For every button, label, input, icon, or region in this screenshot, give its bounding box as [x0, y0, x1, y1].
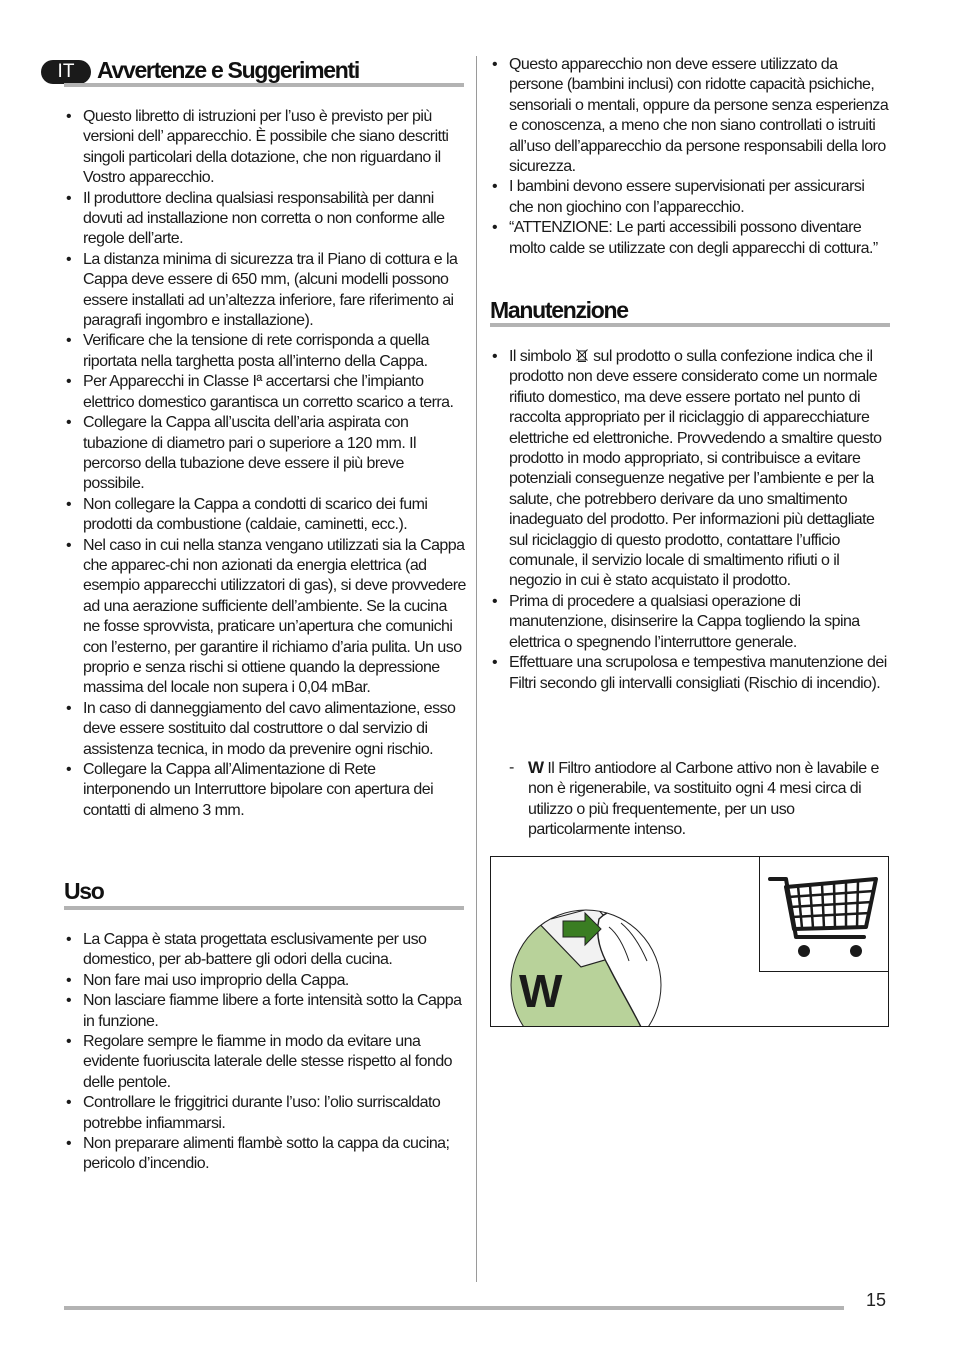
list-item: • Non lasciare fiamme libere a forte intensità sotto la Cappa in funzione.: [64, 991, 466, 1032]
heading-rule: [490, 323, 890, 327]
list-item: • Effettuare una scrupolosa e tempestiva manutenzione dei Filtri secondo gli intervalli consigliati (Rischio di incendio).: [490, 653, 892, 694]
heading-rule: [64, 906, 464, 910]
list-item: • Controllare le friggitrici durante l’uso: l’olio surriscaldato potrebbe infiammarsi.: [64, 1093, 466, 1134]
list-item: • Non preparare alimenti flambè sotto la cappa da cucina; pericolo d’incendio.: [64, 1134, 466, 1175]
list-item: • In caso di danneggiamento del cavo alimentazione, esso deve essere sostituito dal costruttore o dal servizio di assistenza tecnica, in modo da prevenire ogni rischio.: [64, 699, 466, 760]
list-item: • Questo libretto di istruzioni per l’uso è previsto per più versioni dell’ apparecchio. È possibile che siano descritti singoli particolari della dotazione, che non riguardano il Vostro apparecchio.: [64, 107, 466, 189]
shopping-cart-icon: [760, 857, 888, 971]
list-item: • Per Apparecchi in Classe Iª accertarsi che l’impianto elettrico domestico garantisca un corretto scarico a terra.: [64, 372, 466, 413]
section-title-uso: Uso: [64, 878, 104, 904]
section-title-manutenzione: Manutenzione: [490, 297, 628, 323]
list-item: • Regolare sempre le fiamme in modo da evitare una evidente fuoriuscita laterale delle stesse rispetto al fondo delle pentole.: [64, 1032, 466, 1093]
list-item: • Non fare mai uso improprio della Cappa.: [64, 971, 466, 991]
avvertenze-list: [64, 107, 466, 821]
list-item: • Verificare che la tensione di rete corrisponda a quella riportata nella targhetta posta all’interno della Cappa.: [64, 331, 466, 372]
filter-figure: [490, 856, 889, 1027]
list-item: • Il simbolo sul prodotto o sulla confezione indica che il prodotto non deve essere considerato come un normale rifiuto domestico, ma deve essere portato nel punto di raccolta appropriato per il riciclaggio di apparecchiature elettriche ed elettroniche. Provvedendo a smaltire questo prodotto in modo appropriato, si contribuisce a evitare potenziali conseguenze negative per l’ambiente e per la salute, che potrebbero derivare da uno smaltimento inadeguato del prodotto. Per informazioni più dettagliate sul riciclaggio di questo prodotto, contattare l’ufficio comunale, il servizio locale di smaltimento rifiuti o il negozio in cui è stato acquistato il prodotto.: [490, 347, 892, 592]
uso-list: [64, 930, 466, 1175]
hand-filter-icon: [491, 857, 761, 1027]
cart-box: [759, 857, 888, 972]
figure-label: W: [519, 965, 563, 1017]
list-item: • La Cappa è stata progettata esclusivamente per uso domestico, per ab-battere gli odori della cucina.: [64, 930, 466, 971]
list-item: • Il produttore declina qualsiasi responsabilità per danni dovuti ad installazione non corretta o non conforme alle regole dell’arte.: [64, 189, 466, 250]
filter-note: - W Il Filtro antiodore al Carbone attivo non è lavabile e non è rigenerabile, va sostituito ogni 4 mesi circa di utilizzo o più frequentemente, per un uso particolarmente intenso.: [509, 758, 879, 839]
manutenzione-list: [490, 347, 892, 694]
language-badge: IT: [41, 60, 91, 84]
list-item: • Collegare la Cappa all’Alimentazione di Rete interponendo un Interruttore bipolare con apertura dei contatti di almeno 3 mm.: [64, 760, 466, 821]
weee-bin-icon: [575, 348, 589, 362]
list-item: • Nel caso in cui nella stanza vengano utilizzati sia la Cappa che apparec-chi non azionati da energia elettrica (ad esempio apparecchi utilizzatori di gas), si deve provvedere ad una aerazione sufficiente dell’ambiente. Se la cucina ne fosse sprovvista, praticare un’apertura che comunichi con l’esterno, per garantire il richiamo d’aria pulita. Un uso proprio e senza rischi si ottiene quando la depressione massima del locale non supera i 0,04 mBar.: [64, 536, 466, 699]
avvertenze-continued-list: [490, 55, 892, 259]
footer-rule: [64, 1306, 844, 1310]
list-item: • Prima di procedere a qualsiasi operazione di manutenzione, disinserire la Cappa togliendo la spina elettrica o spegnendo l’interruttore generale.: [490, 592, 892, 653]
section-title-avvertenze: Avvertenze e Suggerimenti: [97, 57, 359, 83]
column-divider: [476, 56, 477, 1282]
list-item: • Collegare la Cappa all’uscita dell’aria aspirata con tubazione di diametro pari o superiore a 120 mm. Il percorso della tubazione deve essere il più breve possibile.: [64, 413, 466, 495]
list-item: • “ATTENZIONE: Le parti accessibili possono diventare molto calde se utilizzate con degli apparecchi di cottura.”: [490, 218, 892, 259]
page-number: 15: [866, 1290, 887, 1310]
list-item: • La distanza minima di sicurezza tra il Piano di cottura e la Cappa deve essere di 650 mm, (alcuni modelli possono essere installati ad un’altezza inferiore, fare riferimento ai paragrafi ingombro e installazione).: [64, 250, 466, 332]
list-item: • I bambini devono essere supervisionati per assicurarsi che non giochino con l’apparecchio.: [490, 177, 892, 218]
filter-code: W: [528, 758, 544, 777]
heading-rule: [64, 83, 464, 87]
list-item: • Questo apparecchio non deve essere utilizzato da persone (bambini inclusi) con ridotte capacità psichiche, sensoriali o mentali, oppure da persone senza esperienza e conoscenza, a meno che non siano controllati o istruiti all’uso dell’apparecchio da persone responsabili della loro sicurezza.: [490, 55, 892, 177]
list-item: • Non collegare la Cappa a condotti di scarico dei fumi prodotti da combustione (caldaie, caminetti, ecc.).: [64, 495, 466, 536]
